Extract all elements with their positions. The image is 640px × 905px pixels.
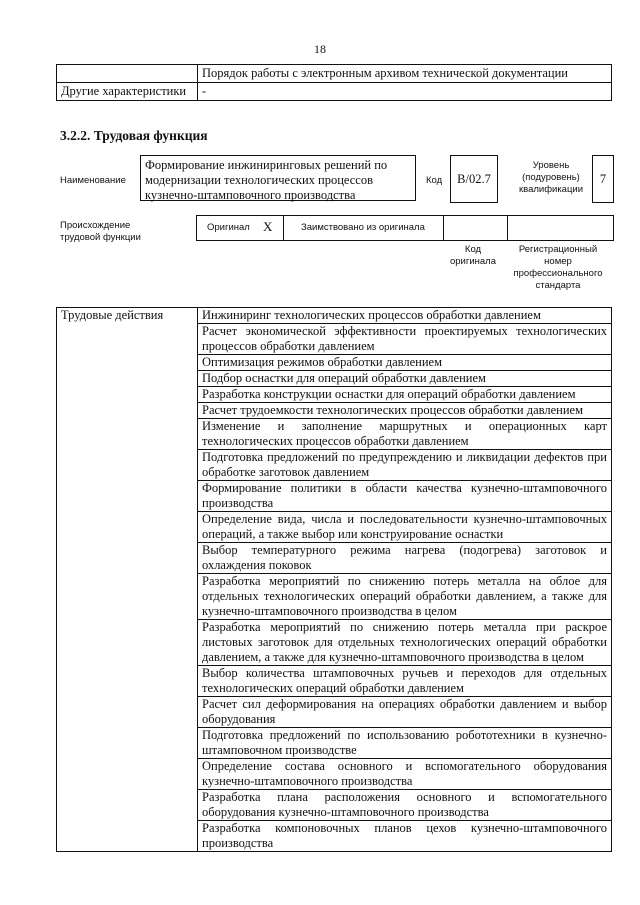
label-cell — [57, 821, 198, 852]
label-cell — [57, 697, 198, 728]
labor-action-item: Выбор количества штамповочных ручьев и переходов для отдельных технологических операций обработки давлением — [198, 666, 612, 697]
label-cell — [57, 355, 198, 371]
label-cell — [57, 419, 198, 450]
labor-action-item: Оптимизация режимов обработки давлением — [198, 355, 612, 371]
label-cell — [57, 759, 198, 790]
function-name-box — [140, 155, 416, 201]
divider — [443, 216, 444, 240]
table-row — [57, 620, 612, 666]
table-row — [57, 821, 612, 852]
other-characteristics-value: - — [198, 83, 612, 101]
label-cell — [57, 574, 198, 620]
table-row — [57, 481, 612, 512]
qualification-level-label: Уровень (подуровень) квалификации — [518, 160, 584, 195]
registration-number-caption: Регистрационный номер профессионального стандарта — [513, 244, 603, 291]
table-row — [57, 324, 612, 355]
original-label: Оригинал — [207, 222, 250, 233]
origin-label: Происхождение трудовой функции — [60, 220, 141, 243]
borrowed-label: Заимствовано из оригинала — [301, 222, 425, 233]
origin-box — [196, 215, 614, 241]
page-number: 18 — [314, 42, 326, 56]
name-label: Наименование — [60, 175, 126, 186]
label-cell — [57, 666, 198, 697]
table-row — [57, 666, 612, 697]
labor-action-item: Подготовка предложений по использованию робототехники в кузнечно-штамповочном производстве — [198, 728, 612, 759]
labor-action-item: Инжиниринг технологических процессов обработки давлением — [198, 308, 612, 324]
label-cell — [57, 371, 198, 387]
code-original-caption: Код оригинала — [449, 244, 496, 267]
divider — [507, 216, 508, 240]
labor-actions-table — [56, 307, 612, 852]
table-row — [57, 308, 612, 324]
labor-action-item: Расчет экономической эффективности проектируемых технологических процессов обработки давлением — [198, 324, 612, 355]
original-mark: X — [263, 219, 273, 234]
table-row — [57, 65, 612, 83]
labor-action-item: Выбор температурного режима нагрева (подогрева) заготовок и охлаждения поковок — [198, 543, 612, 574]
table-row — [57, 543, 612, 574]
labor-action-item: Формирование политики в области качества кузнечно-штамповочного производства — [198, 481, 612, 512]
qualification-level: 7 — [599, 172, 607, 186]
labor-action-item: Подготовка предложений по предупреждению и ликвидации дефектов при обработке заготовок давлением — [198, 450, 612, 481]
function-code: B/02.7 — [457, 172, 491, 186]
table-row — [57, 419, 612, 450]
table-row — [57, 387, 612, 403]
function-name: Формирование инжиниринговых решений по модернизации технологических процессов кузнечно-штамповочного производства — [145, 158, 388, 202]
archive-procedure-cell: Порядок работы с электронным архивом технической документации — [198, 65, 612, 83]
label-cell — [57, 324, 198, 355]
label-cell — [57, 728, 198, 759]
label-cell — [57, 620, 198, 666]
labor-action-item: Расчет трудоемкости технологических процессов обработки давлением — [198, 403, 612, 419]
table-row — [57, 759, 612, 790]
labor-action-item: Изменение и заполнение маршрутных и операционных карт технологических процессов обработки давлением — [198, 419, 612, 450]
table-row — [57, 728, 612, 759]
label-cell — [57, 543, 198, 574]
labor-action-item: Разработка мероприятий по снижению потерь металла при раскрое листовых заготовок для отдельных технологических операций обработки давлением, а также для кузнечно-штамповочного производства в целом — [198, 620, 612, 666]
divider — [283, 216, 284, 240]
labor-action-item: Разработка плана расположения основного и вспомогательного оборудования кузнечно-штамповочного производства — [198, 790, 612, 821]
labor-action-item: Подбор оснастки для операций обработки давлением — [198, 371, 612, 387]
top-characteristics-table — [56, 64, 612, 101]
table-row — [57, 403, 612, 419]
labor-action-item: Расчет сил деформирования на операциях обработки давлением и выбор оборудования — [198, 697, 612, 728]
labor-action-item: Определение состава основного и вспомогательного оборудования кузнечно-штамповочного производства — [198, 759, 612, 790]
table-row — [57, 574, 612, 620]
label-cell — [57, 512, 198, 543]
label-cell — [57, 481, 198, 512]
labor-action-item: Разработка компоновочных планов цехов кузнечно-штамповочного производства — [198, 821, 612, 852]
empty-cell — [57, 65, 198, 83]
table-row — [57, 512, 612, 543]
table-row — [57, 697, 612, 728]
other-characteristics-label: Другие характеристики — [57, 83, 198, 101]
labor-action-item: Разработка конструкции оснастки для операций обработки давлением — [198, 387, 612, 403]
table-row — [57, 790, 612, 821]
table-row — [57, 450, 612, 481]
table-row — [57, 371, 612, 387]
code-label: Код — [426, 175, 443, 186]
table-row — [57, 355, 612, 371]
section-title: 3.2.2. Трудовая функция — [60, 128, 208, 143]
function-code-box — [450, 155, 498, 203]
qualification-level-box — [592, 155, 614, 203]
labor-actions-label: Трудовые действия — [57, 308, 198, 324]
label-cell — [57, 403, 198, 419]
table-row — [57, 83, 612, 101]
label-cell — [57, 387, 198, 403]
labor-action-item: Разработка мероприятий по снижению потерь металла на облое для отдельных технологических операций обработки давлением, а также для кузнечно-штамповочного производства в целом — [198, 574, 612, 620]
label-cell — [57, 450, 198, 481]
label-cell — [57, 790, 198, 821]
labor-action-item: Определение вида, числа и последовательности кузнечно-штамповочных операций, а также выбор или конструирование оснастки — [198, 512, 612, 543]
